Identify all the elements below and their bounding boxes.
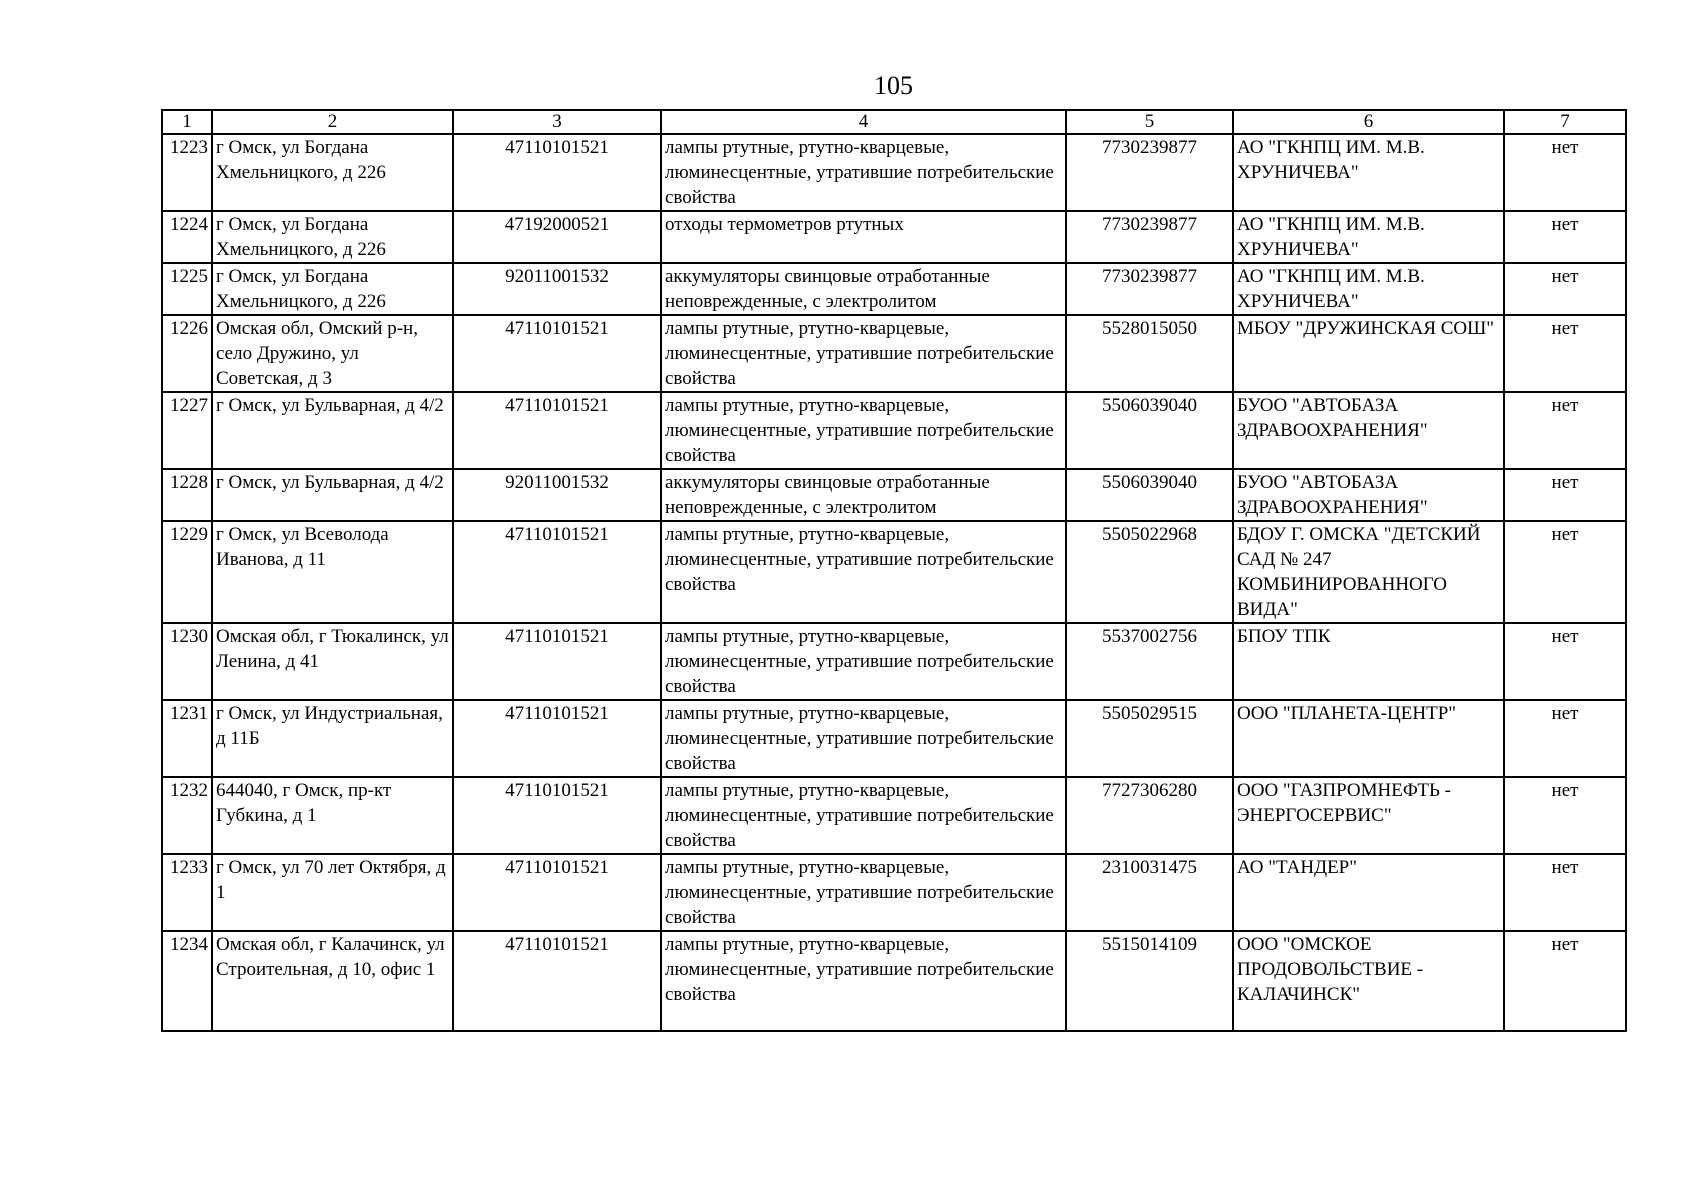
organization-cell: БУОО "АВТОБАЗА ЗДРАВООХРАНЕНИЯ" [1233,392,1504,469]
table-row [162,700,1626,777]
waste-code-cell: 47110101521 [453,777,661,854]
table-row [162,315,1626,392]
column-header: 3 [453,110,661,134]
address-cell: г Омск, ул Бульварная, д 4/2 [212,392,453,469]
flag-cell: нет [1504,134,1626,211]
flag-cell: нет [1504,623,1626,700]
table-row [162,134,1626,211]
inn-cell: 5506039040 [1066,469,1233,521]
column-header: 4 [661,110,1066,134]
waste-name-cell: лампы ртутные, ртутно-кварцевые, люминесцентные, утратившие потребительские свойства [661,134,1066,211]
row-number: 1230 [162,623,212,700]
organization-cell: АО "ГКНПЦ ИМ. М.В. ХРУНИЧЕВА" [1233,263,1504,315]
inn-cell: 7730239877 [1066,263,1233,315]
inn-cell: 5537002756 [1066,623,1233,700]
row-number: 1223 [162,134,212,211]
row-number: 1232 [162,777,212,854]
table-row [162,469,1626,521]
flag-cell: нет [1504,263,1626,315]
flag-cell: нет [1504,392,1626,469]
column-header: 1 [162,110,212,134]
organization-cell: БПОУ ТПК [1233,623,1504,700]
flag-cell: нет [1504,469,1626,521]
inn-cell: 5515014109 [1066,931,1233,1031]
waste-name-cell: лампы ртутные, ртутно-кварцевые, люминесцентные, утратившие потребительские свойства [661,315,1066,392]
organization-cell: ООО "ПЛАНЕТА-ЦЕНТР" [1233,700,1504,777]
row-number: 1226 [162,315,212,392]
table-body [162,134,1626,1031]
waste-code-cell: 47110101521 [453,134,661,211]
waste-code-cell: 47110101521 [453,854,661,931]
flag-cell: нет [1504,315,1626,392]
row-number: 1228 [162,469,212,521]
inn-cell: 7730239877 [1066,211,1233,263]
row-number: 1225 [162,263,212,315]
waste-name-cell: лампы ртутные, ртутно-кварцевые, люминесцентные, утратившие потребительские свойства [661,854,1066,931]
organization-cell: БДОУ Г. ОМСКА "ДЕТСКИЙ САД № 247 КОМБИНИРОВАННОГО ВИДА" [1233,521,1504,623]
inn-cell: 5505029515 [1066,700,1233,777]
flag-cell: нет [1504,931,1626,1031]
waste-code-cell: 92011001532 [453,263,661,315]
header-row [162,110,1626,134]
flag-cell: нет [1504,700,1626,777]
waste-name-cell: лампы ртутные, ртутно-кварцевые, люминесцентные, утратившие потребительские свойства [661,931,1066,1031]
table-row [162,521,1626,623]
column-header: 2 [212,110,453,134]
flag-cell: нет [1504,211,1626,263]
organization-cell: ООО "ГАЗПРОМНЕФТЬ - ЭНЕРГОСЕРВИС" [1233,777,1504,854]
address-cell: г Омск, ул Индустриальная, д 11Б [212,700,453,777]
column-header: 7 [1504,110,1626,134]
column-header: 5 [1066,110,1233,134]
organization-cell: АО "ГКНПЦ ИМ. М.В. ХРУНИЧЕВА" [1233,211,1504,263]
column-header: 6 [1233,110,1504,134]
table-row [162,392,1626,469]
address-cell: г Омск, ул Богдана Хмельницкого, д 226 [212,211,453,263]
row-number: 1234 [162,931,212,1031]
address-cell: 644040, г Омск, пр-кт Губкина, д 1 [212,777,453,854]
row-number: 1229 [162,521,212,623]
organization-cell: МБОУ "ДРУЖИНСКАЯ СОШ" [1233,315,1504,392]
waste-code-cell: 47110101521 [453,392,661,469]
inn-cell: 5505022968 [1066,521,1233,623]
registry-table [161,109,1627,1032]
table-row [162,854,1626,931]
address-cell: Омская обл, г Тюкалинск, ул Ленина, д 41 [212,623,453,700]
waste-name-cell: лампы ртутные, ртутно-кварцевые, люминесцентные, утратившие потребительские свойства [661,700,1066,777]
organization-cell: ООО "ОМСКОЕ ПРОДОВОЛЬСТВИЕ - КАЛАЧИНСК" [1233,931,1504,1031]
row-number: 1231 [162,700,212,777]
waste-code-cell: 47110101521 [453,931,661,1031]
table-row [162,211,1626,263]
table-row [162,263,1626,315]
flag-cell: нет [1504,777,1626,854]
inn-cell: 2310031475 [1066,854,1233,931]
table-row [162,931,1626,1031]
waste-code-cell: 47110101521 [453,700,661,777]
organization-cell: АО "ТАНДЕР" [1233,854,1504,931]
address-cell: г Омск, ул Богдана Хмельницкого, д 226 [212,263,453,315]
row-number: 1233 [162,854,212,931]
inn-cell: 5528015050 [1066,315,1233,392]
inn-cell: 7730239877 [1066,134,1233,211]
table-header [162,110,1626,134]
inn-cell: 5506039040 [1066,392,1233,469]
waste-code-cell: 47110101521 [453,521,661,623]
inn-cell: 7727306280 [1066,777,1233,854]
address-cell: г Омск, ул Бульварная, д 4/2 [212,469,453,521]
waste-name-cell: лампы ртутные, ртутно-кварцевые, люминесцентные, утратившие потребительские свойства [661,392,1066,469]
flag-cell: нет [1504,854,1626,931]
address-cell: г Омск, ул Всеволода Иванова, д 11 [212,521,453,623]
organization-cell: БУОО "АВТОБАЗА ЗДРАВООХРАНЕНИЯ" [1233,469,1504,521]
row-number: 1224 [162,211,212,263]
waste-name-cell: лампы ртутные, ртутно-кварцевые, люминесцентные, утратившие потребительские свойства [661,521,1066,623]
address-cell: Омская обл, Омский р-н, село Дружино, ул Советская, д 3 [212,315,453,392]
table-row [162,623,1626,700]
waste-name-cell: лампы ртутные, ртутно-кварцевые, люминесцентные, утратившие потребительские свойства [661,777,1066,854]
waste-name-cell: лампы ртутные, ртутно-кварцевые, люминесцентные, утратившие потребительские свойства [661,623,1066,700]
waste-code-cell: 47192000521 [453,211,661,263]
row-number: 1227 [162,392,212,469]
waste-name-cell: аккумуляторы свинцовые отработанные неповрежденные, с электролитом [661,263,1066,315]
flag-cell: нет [1504,521,1626,623]
waste-code-cell: 92011001532 [453,469,661,521]
page-number: 105 [874,71,913,100]
table-row [162,777,1626,854]
address-cell: г Омск, ул 70 лет Октября, д 1 [212,854,453,931]
organization-cell: АО "ГКНПЦ ИМ. М.В. ХРУНИЧЕВА" [1233,134,1504,211]
waste-name-cell: отходы термометров ртутных [661,211,1066,263]
address-cell: г Омск, ул Богдана Хмельницкого, д 226 [212,134,453,211]
address-cell: Омская обл, г Калачинск, ул Строительная, д 10, офис 1 [212,931,453,1031]
waste-code-cell: 47110101521 [453,315,661,392]
waste-name-cell: аккумуляторы свинцовые отработанные неповрежденные, с электролитом [661,469,1066,521]
waste-code-cell: 47110101521 [453,623,661,700]
